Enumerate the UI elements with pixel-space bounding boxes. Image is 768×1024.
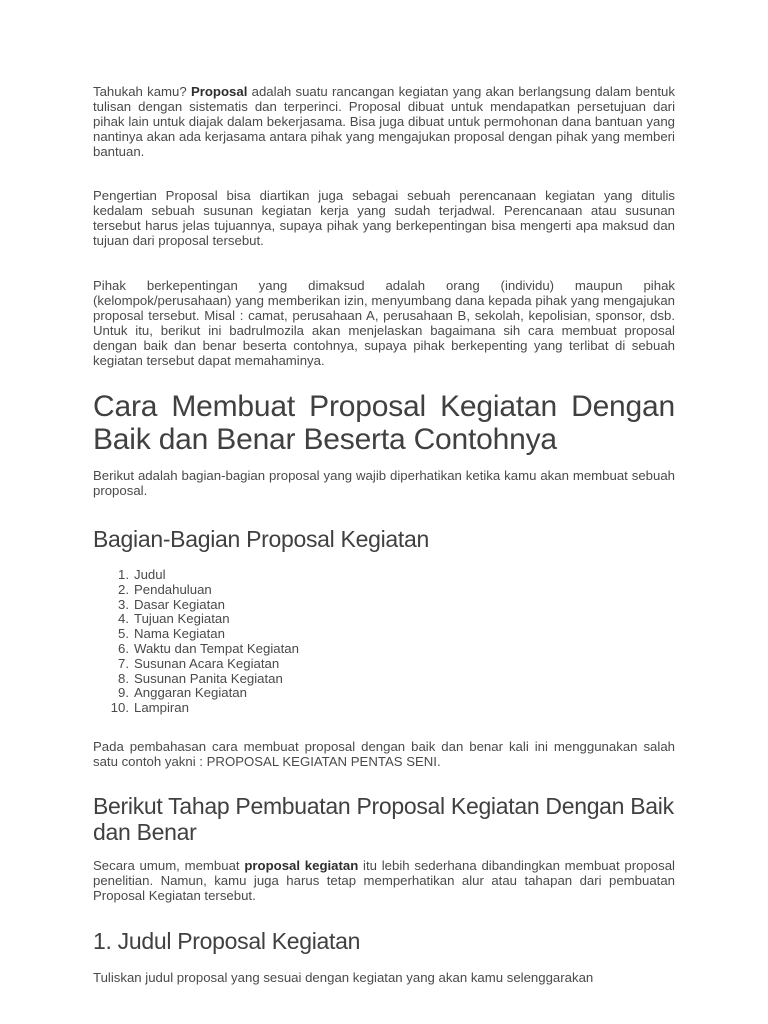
term-proposal: Proposal [190,84,248,99]
list-item-label: Waktu dan Tempat Kegiatan [134,640,299,656]
heading-bagian-bagian: Bagian-Bagian Proposal Kegiatan [93,526,429,552]
paragraph-lead: Secara umum, membuat [93,857,245,873]
list-item [93,598,675,613]
list-item [93,583,675,598]
parts-list [93,568,675,716]
list-item-number: 7. [118,655,129,671]
list-item [93,642,675,657]
list-item [93,657,675,672]
document-page [93,84,675,985]
list-item-number: 3. [118,596,129,612]
paragraph-definition [93,84,675,159]
list-item-number: 6. [118,640,129,656]
list-item-label: Susunan Acara Kegiatan [134,655,280,671]
list-item [93,568,675,583]
paragraph-intro: Berikut adalah bagian-bagian proposal yang wajib diperhatikan ketika kamu akan membuat sebuah proposal. [93,468,675,498]
list-item-label: Pendahuluan [134,581,212,597]
list-item [93,627,675,642]
list-item [93,672,675,687]
list-item-label: Tujuan Kegiatan [134,611,230,627]
list-item-number: 5. [118,626,129,642]
heading-judul-proposal: 1. Judul Proposal Kegiatan [93,927,361,954]
paragraph-pada: Pada pembahasan cara membuat proposal dengan baik dan benar kali ini menggunakan salah satu contoh yakni : PROPOSAL KEGIATAN PENTAS SENI. [93,738,675,769]
paragraph-pengertian: Pengertian Proposal bisa diartikan juga sebagai sebuah perencanaan kegiatan yang ditulis kedalam sebuah susunan kegiatan kerja yang sudah terjadwal. Perencanaan atau susunan tersebut harus jelas tujuannya, supaya pihak yang berkepentingan bisa mengerti apa maksud dan tujuan dari proposal tersebut. [93,188,675,248]
list-item-label: Dasar Kegiatan [134,596,225,612]
list-item-number: 9. [118,685,129,701]
list-item-number: 10. [110,700,129,716]
heading-tahap-pembuatan: Berikut Tahap Pembuatan Proposal Kegiatan Dengan Baik dan Benar [93,792,674,845]
paragraph-rest: itu lebih sederhana dibandingkan membuat proposal penelitian. Namun, kamu juga harus tetap memperhatikan alur atau tahapan dari pembuatan Proposal Kegiatan tersebut. [93,857,675,903]
paragraph-secara-umum [93,858,675,903]
list-item-number: 4. [118,611,129,627]
list-item-label: Nama Kegiatan [134,626,225,642]
paragraph-lead: Tahukah kamu? [93,84,191,99]
list-item [93,612,675,627]
list-item-number: 1. [118,567,129,582]
list-item-label: Anggaran Kegiatan [134,685,247,701]
list-item-label: Lampiran [134,700,189,716]
paragraph-pihak: Pihak berkepentingan yang dimaksud adalah orang (individu) maupun pihak (kelompok/perusahaan) yang memberikan izin, menyumbang dana kepada pihak yang mengajukan proposal tersebut. Misal : camat, perusahaan A, perusahaan B, sekolah, kepolisian, sponsor, dsb. Untuk itu, berikut ini badrulmozila akan menjelaskan bagaimana sih cara membuat proposal dengan baik dan benar beserta contohnya, supaya pihak berkepenting yang terlibat di sebuah kegiatan tersebut dapat memahaminya. [93,278,675,368]
list-item [93,686,675,701]
list-item-label: Susunan Panita Kegiatan [134,670,283,686]
list-item [93,701,675,716]
main-title: Cara Membuat Proposal Kegiatan Dengan Baik dan Benar Beserta Contohnya [93,390,675,456]
term-proposal-kegiatan: proposal kegiatan [244,857,359,873]
list-item-number: 2. [118,581,129,597]
list-item-number: 8. [118,670,129,686]
list-item-label: Judul [134,567,166,582]
paragraph-rest: adalah suatu rancangan kegiatan yang akan berlangsung dalam bentuk tulisan dengan sistematis dan terperinci. Proposal dibuat untuk mendapatkan persetujuan dari pihak lain untuk diajak dalam bekerjasama. Bisa juga dibuat untuk permohonan dana bantuan yang nantinya akan ada kerjasama antara pihak yang mengajukan proposal dengan pihak yang memberi bantuan. [93,84,675,159]
paragraph-judul: Tuliskan judul proposal yang sesuai dengan kegiatan yang akan kamu selenggarakan [93,969,594,985]
